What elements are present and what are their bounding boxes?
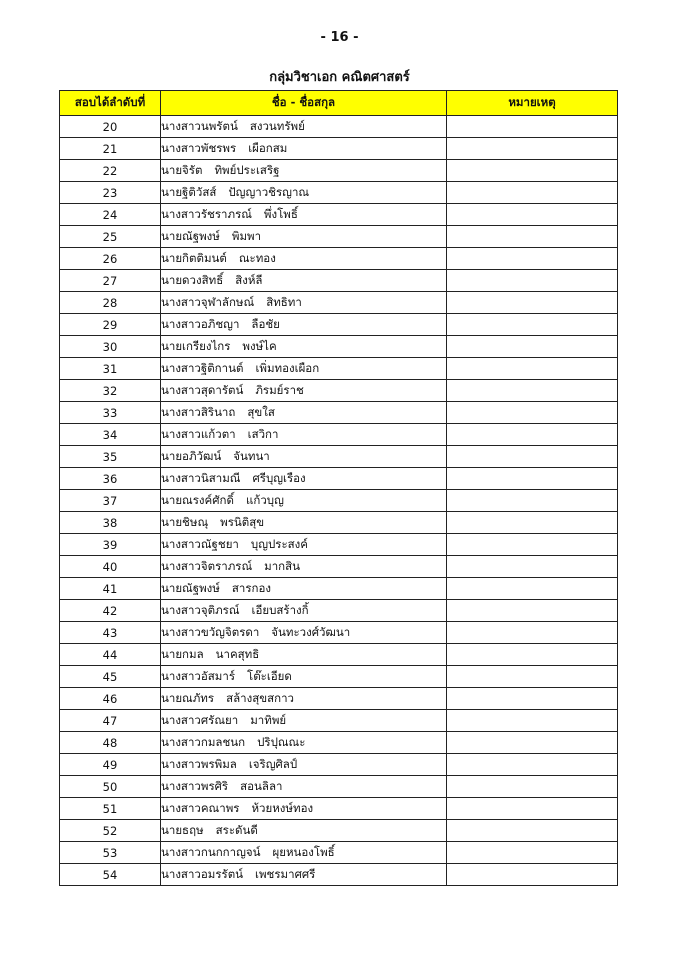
remark-cell — [447, 182, 618, 204]
first-name: นางสาวกนกกาญจน์ — [161, 844, 261, 859]
last-name: สุขใส — [247, 404, 275, 419]
rank-cell: 29 — [60, 314, 161, 336]
remark-cell — [447, 798, 618, 820]
table-row — [60, 622, 618, 644]
remark-cell — [447, 226, 618, 248]
table-row — [60, 116, 618, 138]
page-number: - 16 - — [320, 30, 359, 45]
rank-column-header: สอบได้ลำดับที่ — [60, 91, 161, 116]
name-cell — [161, 556, 447, 578]
rank-cell: 31 — [60, 358, 161, 380]
rank-cell: 53 — [60, 842, 161, 864]
table-row — [60, 182, 618, 204]
last-name: เจริญศิลป์ — [248, 756, 298, 771]
name-cell — [161, 688, 447, 710]
last-name: ลือชัย — [251, 316, 280, 331]
rank-cell: 37 — [60, 490, 161, 512]
first-name: นางสาวสิรินาถ — [161, 404, 236, 419]
last-name: สิงห์ลี — [235, 272, 263, 287]
rank-cell: 23 — [60, 182, 161, 204]
first-name: นางสาวณัฐชยา — [161, 536, 239, 551]
rank-cell: 40 — [60, 556, 161, 578]
table-row — [60, 138, 618, 160]
last-name: เผือกสม — [248, 140, 288, 155]
table-row — [60, 468, 618, 490]
name-cell — [161, 732, 447, 754]
first-name: นายณภัทร — [161, 690, 215, 705]
name-cell — [161, 754, 447, 776]
rank-cell: 24 — [60, 204, 161, 226]
remark-cell — [447, 402, 618, 424]
last-name: แก้วบุญ — [245, 492, 284, 507]
first-name: นางสาวพรศิริ — [161, 778, 229, 793]
table-row — [60, 864, 618, 886]
name-cell — [161, 512, 447, 534]
rank-cell: 22 — [60, 160, 161, 182]
table-row — [60, 666, 618, 688]
first-name: นายกิตติมนต์ — [161, 250, 227, 265]
name-cell — [161, 314, 447, 336]
last-name: ศรีบุญเรือง — [252, 470, 306, 485]
last-name: มาทิพย์ — [250, 712, 287, 727]
remark-cell — [447, 666, 618, 688]
first-name: นางสาวศรัณยา — [161, 712, 239, 727]
remark-cell — [447, 732, 618, 754]
first-name: นางสาวรัชราภรณ์ — [161, 206, 252, 221]
name-cell — [161, 600, 447, 622]
remark-cell — [447, 424, 618, 446]
remark-cell — [447, 688, 618, 710]
first-name: นางสาวอภิชญา — [161, 316, 240, 331]
rank-cell: 25 — [60, 226, 161, 248]
name-cell — [161, 226, 447, 248]
table-row — [60, 424, 618, 446]
last-name: พงษ์ไค — [242, 338, 277, 353]
name-cell — [161, 710, 447, 732]
name-cell — [161, 424, 447, 446]
table-row — [60, 446, 618, 468]
first-name: นางสาวคณาพร — [161, 800, 240, 815]
remark-cell — [447, 820, 618, 842]
first-name: นางสาวฐิติกานต์ — [161, 360, 244, 375]
remark-cell — [447, 600, 618, 622]
table-row — [60, 688, 618, 710]
table-row — [60, 578, 618, 600]
table-row — [60, 732, 618, 754]
rank-cell: 20 — [60, 116, 161, 138]
remark-cell — [447, 160, 618, 182]
last-name: จันทนา — [233, 448, 270, 463]
rank-cell: 42 — [60, 600, 161, 622]
group-title: กลุ่มวิชาเอก คณิตศาสตร์ — [269, 70, 410, 85]
rank-cell: 48 — [60, 732, 161, 754]
remark-cell — [447, 842, 618, 864]
last-name: สารกอง — [231, 580, 271, 595]
rank-cell: 27 — [60, 270, 161, 292]
name-cell — [161, 468, 447, 490]
remark-cell — [447, 578, 618, 600]
rank-cell: 52 — [60, 820, 161, 842]
table-row — [60, 776, 618, 798]
first-name: นายธฤษ — [161, 822, 204, 837]
first-name: นายณรงค์ศักดิ์ — [161, 492, 234, 507]
rank-cell: 38 — [60, 512, 161, 534]
table-row — [60, 226, 618, 248]
last-name: สระดันดี — [215, 822, 258, 837]
rank-cell: 39 — [60, 534, 161, 556]
rank-cell: 36 — [60, 468, 161, 490]
first-name: นางสาวขวัญจิตรดา — [161, 624, 260, 639]
remark-cell — [447, 138, 618, 160]
first-name: นายณัฐพงษ์ — [161, 228, 220, 243]
first-name: นายเกรียงไกร — [161, 338, 231, 353]
rank-cell: 51 — [60, 798, 161, 820]
last-name: มากสิน — [264, 558, 301, 573]
rank-cell: 33 — [60, 402, 161, 424]
name-cell — [161, 270, 447, 292]
last-name: สิทธิทา — [266, 294, 302, 309]
rank-cell: 45 — [60, 666, 161, 688]
last-name: สอนลิลา — [240, 778, 283, 793]
rank-cell: 41 — [60, 578, 161, 600]
name-cell — [161, 490, 447, 512]
first-name: นายฐิติวัสส์ — [161, 184, 217, 199]
remark-cell — [447, 204, 618, 226]
remark-cell — [447, 380, 618, 402]
last-name: ภิรมย์ราช — [255, 382, 304, 397]
table-row — [60, 842, 618, 864]
last-name: จันทะวงศ์วัฒนา — [271, 624, 351, 639]
first-name: นายชิษณุ — [161, 514, 209, 529]
last-name: พิมพา — [231, 228, 262, 243]
name-cell — [161, 864, 447, 886]
remark-cell — [447, 468, 618, 490]
remark-cell — [447, 710, 618, 732]
table-row — [60, 644, 618, 666]
remark-cell — [447, 622, 618, 644]
first-name: นายกมล — [161, 646, 204, 661]
name-cell — [161, 534, 447, 556]
remark-cell — [447, 292, 618, 314]
table-row — [60, 534, 618, 556]
table-row — [60, 512, 618, 534]
name-cell — [161, 798, 447, 820]
table-row — [60, 402, 618, 424]
last-name: ปัญญาวชิรญาณ — [228, 184, 310, 199]
rank-cell: 46 — [60, 688, 161, 710]
rank-cell: 43 — [60, 622, 161, 644]
remark-cell — [447, 776, 618, 798]
name-cell — [161, 358, 447, 380]
rank-cell: 49 — [60, 754, 161, 776]
last-name: สงวนทรัพย์ — [249, 118, 305, 133]
name-cell — [161, 160, 447, 182]
rank-cell: 44 — [60, 644, 161, 666]
remark-cell — [447, 446, 618, 468]
table-row — [60, 336, 618, 358]
last-name: เพชรมาศศรี — [255, 866, 316, 881]
rank-cell: 34 — [60, 424, 161, 446]
table-row — [60, 248, 618, 270]
name-cell — [161, 622, 447, 644]
last-name: พึ่งโพธิ์ — [263, 206, 298, 221]
last-name: พรนิติสุข — [220, 514, 265, 529]
table-row — [60, 204, 618, 226]
remark-cell — [447, 116, 618, 138]
table-row — [60, 556, 618, 578]
table-row — [60, 292, 618, 314]
remark-column-header: หมายเหตุ — [447, 91, 618, 116]
remark-cell — [447, 864, 618, 886]
last-name: ห้วยหงษ์ทอง — [251, 800, 314, 815]
remark-cell — [447, 644, 618, 666]
results-table — [59, 90, 618, 886]
rank-cell: 30 — [60, 336, 161, 358]
last-name: สล้างสุขสกาว — [226, 690, 294, 705]
name-cell — [161, 446, 447, 468]
last-name: โต๊ะเอียด — [247, 668, 292, 683]
name-cell — [161, 116, 447, 138]
rank-cell: 35 — [60, 446, 161, 468]
table-row — [60, 270, 618, 292]
first-name: นางสาวจุติภรณ์ — [161, 602, 240, 617]
rank-cell: 47 — [60, 710, 161, 732]
last-name: บุญประสงค์ — [250, 536, 308, 551]
last-name: นาคสุทธิ — [215, 646, 260, 661]
last-name: เอียบสร้างกิ้ — [251, 602, 309, 617]
remark-cell — [447, 754, 618, 776]
table-row — [60, 710, 618, 732]
table-row — [60, 820, 618, 842]
last-name: ณะทอง — [238, 250, 276, 265]
table-row — [60, 490, 618, 512]
first-name: นางสาวจิตราภรณ์ — [161, 558, 253, 573]
table-row — [60, 314, 618, 336]
name-cell — [161, 204, 447, 226]
first-name: นางสาวอัสมาร์ — [161, 668, 236, 683]
first-name: นางสาวอมรรัตน์ — [161, 866, 244, 881]
rank-cell: 28 — [60, 292, 161, 314]
first-name: นางสาวพรพิมล — [161, 756, 237, 771]
rank-cell: 54 — [60, 864, 161, 886]
name-cell — [161, 380, 447, 402]
remark-cell — [447, 314, 618, 336]
name-cell — [161, 138, 447, 160]
first-name: นางสาวจุฬาลักษณ์ — [161, 294, 255, 309]
name-cell — [161, 776, 447, 798]
name-cell — [161, 248, 447, 270]
first-name: นางสาวแก้วตา — [161, 426, 236, 441]
last-name: เพิ่มทองเผือก — [255, 360, 320, 375]
first-name: นางสาวสุดารัตน์ — [161, 382, 244, 397]
table-row — [60, 358, 618, 380]
table-row — [60, 754, 618, 776]
last-name: ปริปุณณะ — [257, 734, 306, 749]
name-cell — [161, 842, 447, 864]
name-cell — [161, 644, 447, 666]
first-name: นายดวงสิทธิ์ — [161, 272, 224, 287]
name-cell — [161, 578, 447, 600]
remark-cell — [447, 248, 618, 270]
remark-cell — [447, 358, 618, 380]
rank-cell: 26 — [60, 248, 161, 270]
name-cell — [161, 402, 447, 424]
name-cell — [161, 820, 447, 842]
remark-cell — [447, 490, 618, 512]
rank-cell: 21 — [60, 138, 161, 160]
first-name: นายณัฐพงษ์ — [161, 580, 220, 595]
first-name: นายจิรัต — [161, 162, 203, 177]
name-cell — [161, 182, 447, 204]
name-column-header: ชื่อ - ชื่อสกุล — [161, 91, 447, 116]
rank-cell: 32 — [60, 380, 161, 402]
remark-cell — [447, 534, 618, 556]
first-name: นายอภิวัฒน์ — [161, 448, 222, 463]
first-name: นางสาวนิสามณี — [161, 470, 241, 485]
remark-cell — [447, 556, 618, 578]
name-cell — [161, 666, 447, 688]
last-name: ทิพย์ประเสริฐ — [214, 162, 280, 177]
first-name: นางสาวนพรัตน์ — [161, 118, 238, 133]
table-row — [60, 600, 618, 622]
name-cell — [161, 336, 447, 358]
name-cell — [161, 292, 447, 314]
remark-cell — [447, 512, 618, 534]
remark-cell — [447, 336, 618, 358]
remark-cell — [447, 270, 618, 292]
table-row — [60, 380, 618, 402]
first-name: นางสาวกมลชนก — [161, 734, 246, 749]
rank-cell: 50 — [60, 776, 161, 798]
last-name: ผุยหนองโพธิ์ — [272, 844, 335, 859]
table-row — [60, 798, 618, 820]
first-name: นางสาวพัชรพร — [161, 140, 237, 155]
table-header-row — [60, 91, 618, 116]
last-name: เสวิกา — [247, 426, 279, 441]
table-row — [60, 160, 618, 182]
